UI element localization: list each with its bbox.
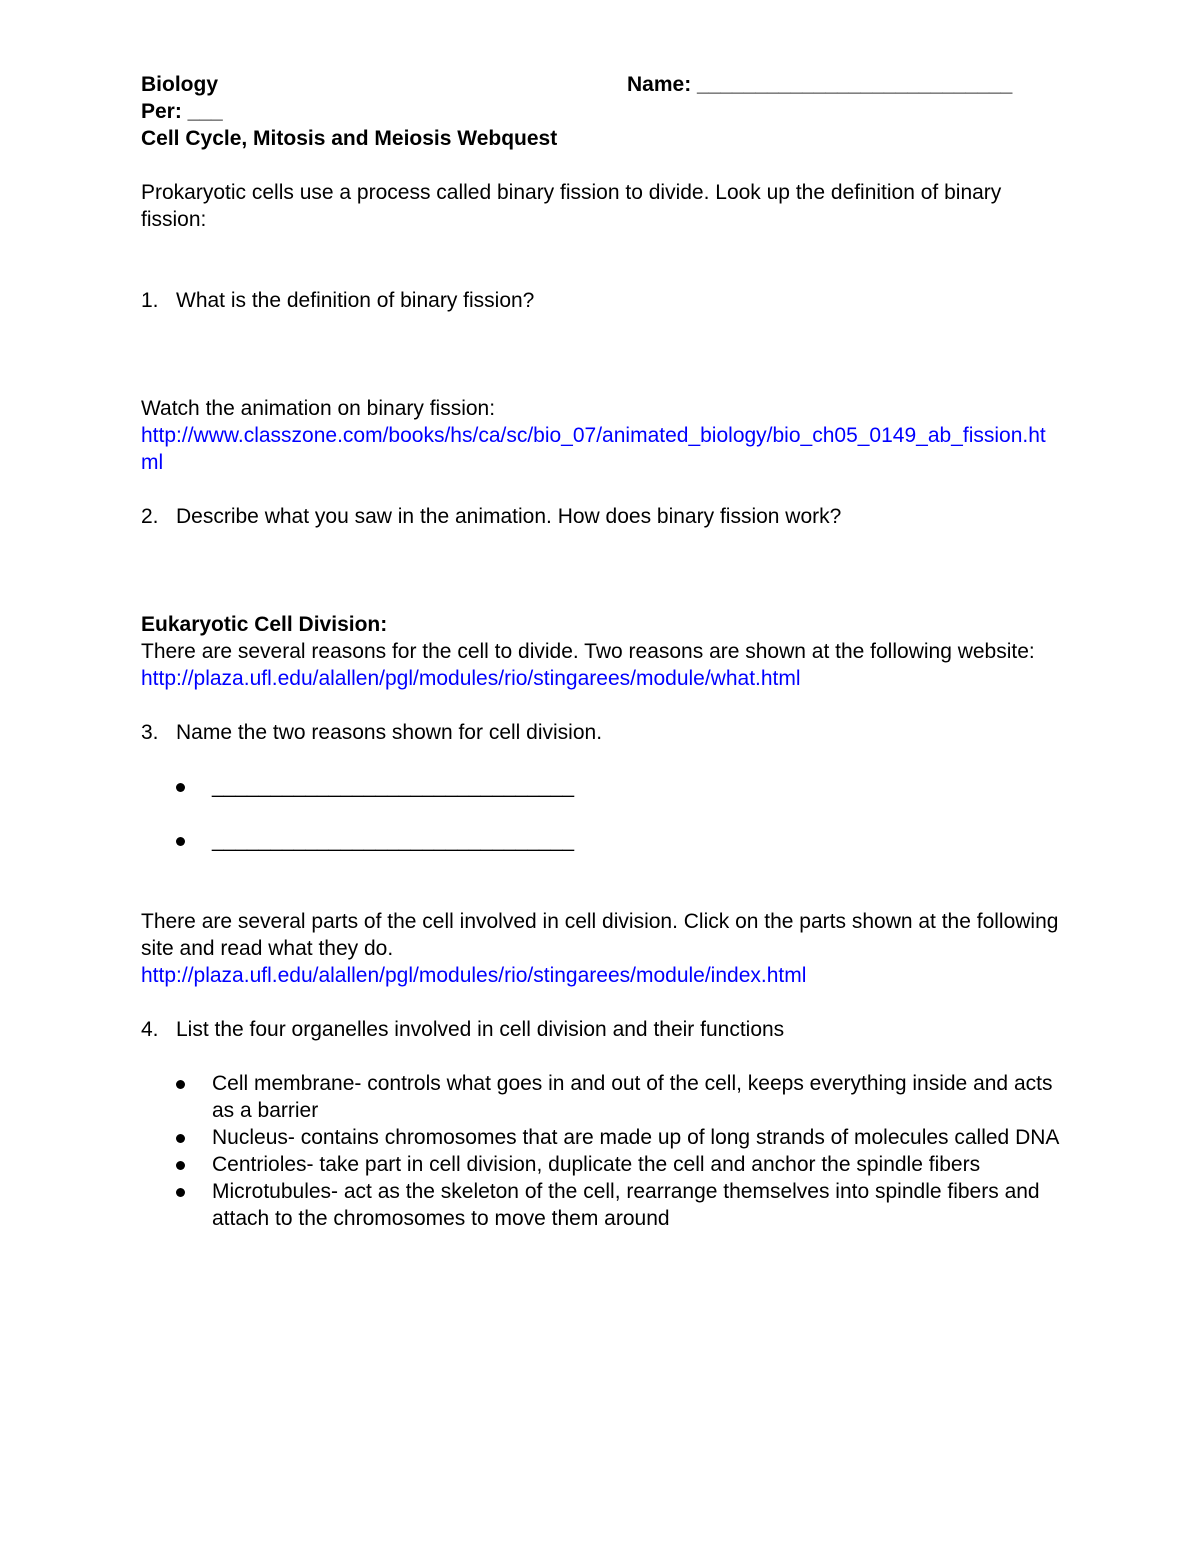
organelle-item xyxy=(141,1178,1061,1232)
question-4 xyxy=(141,1016,1061,1043)
eukaryotic-heading: Eukaryotic Cell Division: xyxy=(141,613,388,636)
animation-link[interactable]: http://www.classzone.com/books/hs/ca/sc/bio_07/animated_biology/bio_ch05_0149_ab_fission.html xyxy=(141,424,1046,474)
period-label: Per: ___ xyxy=(141,100,223,123)
answer-blanks xyxy=(141,773,1061,854)
question-1-number: 1. xyxy=(141,289,159,312)
answer-blank[interactable]: _______________________________ xyxy=(212,829,575,852)
bullet-icon xyxy=(176,837,185,846)
organelle-text: Nucleus- contains chromosomes that are made up of long strands of molecules called DNA xyxy=(212,1126,1060,1149)
answer-blank[interactable]: _______________________________ xyxy=(212,775,575,798)
question-3 xyxy=(141,719,1061,746)
question-2-number: 2. xyxy=(141,505,159,528)
parts-link[interactable]: http://plaza.ufl.edu/alallen/pgl/modules/rio/stingarees/module/index.html xyxy=(141,964,807,987)
question-1-text: What is the definition of binary fission? xyxy=(176,289,535,312)
intro-text: Prokaryotic cells use a process called binary fission to divide. Look up the definition of binary fission: xyxy=(141,181,1002,231)
subject-label: Biology xyxy=(141,73,218,96)
question-4-text: List the four organelles involved in cell division and their functions xyxy=(176,1018,785,1041)
name-field-label: Name: ___________________________ xyxy=(627,73,1013,96)
bullet-icon xyxy=(176,1188,185,1197)
answer-blank-item xyxy=(141,773,1061,800)
organelle-list xyxy=(141,1070,1061,1232)
bullet-icon xyxy=(176,1161,185,1170)
question-2-text: Describe what you saw in the animation. How does binary fission work? xyxy=(176,505,842,528)
eukaryotic-text: There are several reasons for the cell to divide. Two reasons are shown at the following website: xyxy=(141,640,1035,663)
bullet-icon xyxy=(176,783,185,792)
question-4-number: 4. xyxy=(141,1018,159,1041)
organelle-text: Cell membrane- controls what goes in and out of the cell, keeps everything inside and acts as a barrier xyxy=(212,1072,1053,1122)
parts-text: There are several parts of the cell involved in cell division. Click on the parts shown at the following site and read what they do. xyxy=(141,910,1059,960)
question-3-number: 3. xyxy=(141,721,159,744)
question-3-text: Name the two reasons shown for cell division. xyxy=(176,721,603,744)
header-row xyxy=(141,71,1061,98)
organelle-item xyxy=(141,1070,1061,1124)
question-2 xyxy=(141,503,1061,530)
bullet-icon xyxy=(176,1134,185,1143)
organelle-text: Centrioles- take part in cell division, duplicate the cell and anchor the spindle fibers xyxy=(212,1153,981,1176)
organelle-item xyxy=(141,1124,1061,1151)
animation-instructions: Watch the animation on binary fission: xyxy=(141,397,496,420)
organelle-text: Microtubules- act as the skeleton of the cell, rearrange themselves into spindle fibers and attach to the chromosomes to move them around xyxy=(212,1180,1040,1230)
answer-blank-item xyxy=(141,827,1061,854)
bullet-icon xyxy=(176,1080,185,1089)
reasons-link[interactable]: http://plaza.ufl.edu/alallen/pgl/modules/rio/stingarees/module/what.html xyxy=(141,667,801,690)
question-1 xyxy=(141,287,1061,314)
page-title: Cell Cycle, Mitosis and Meiosis Webquest xyxy=(141,127,558,150)
worksheet-page xyxy=(141,71,1061,1232)
organelle-item xyxy=(141,1151,1061,1178)
